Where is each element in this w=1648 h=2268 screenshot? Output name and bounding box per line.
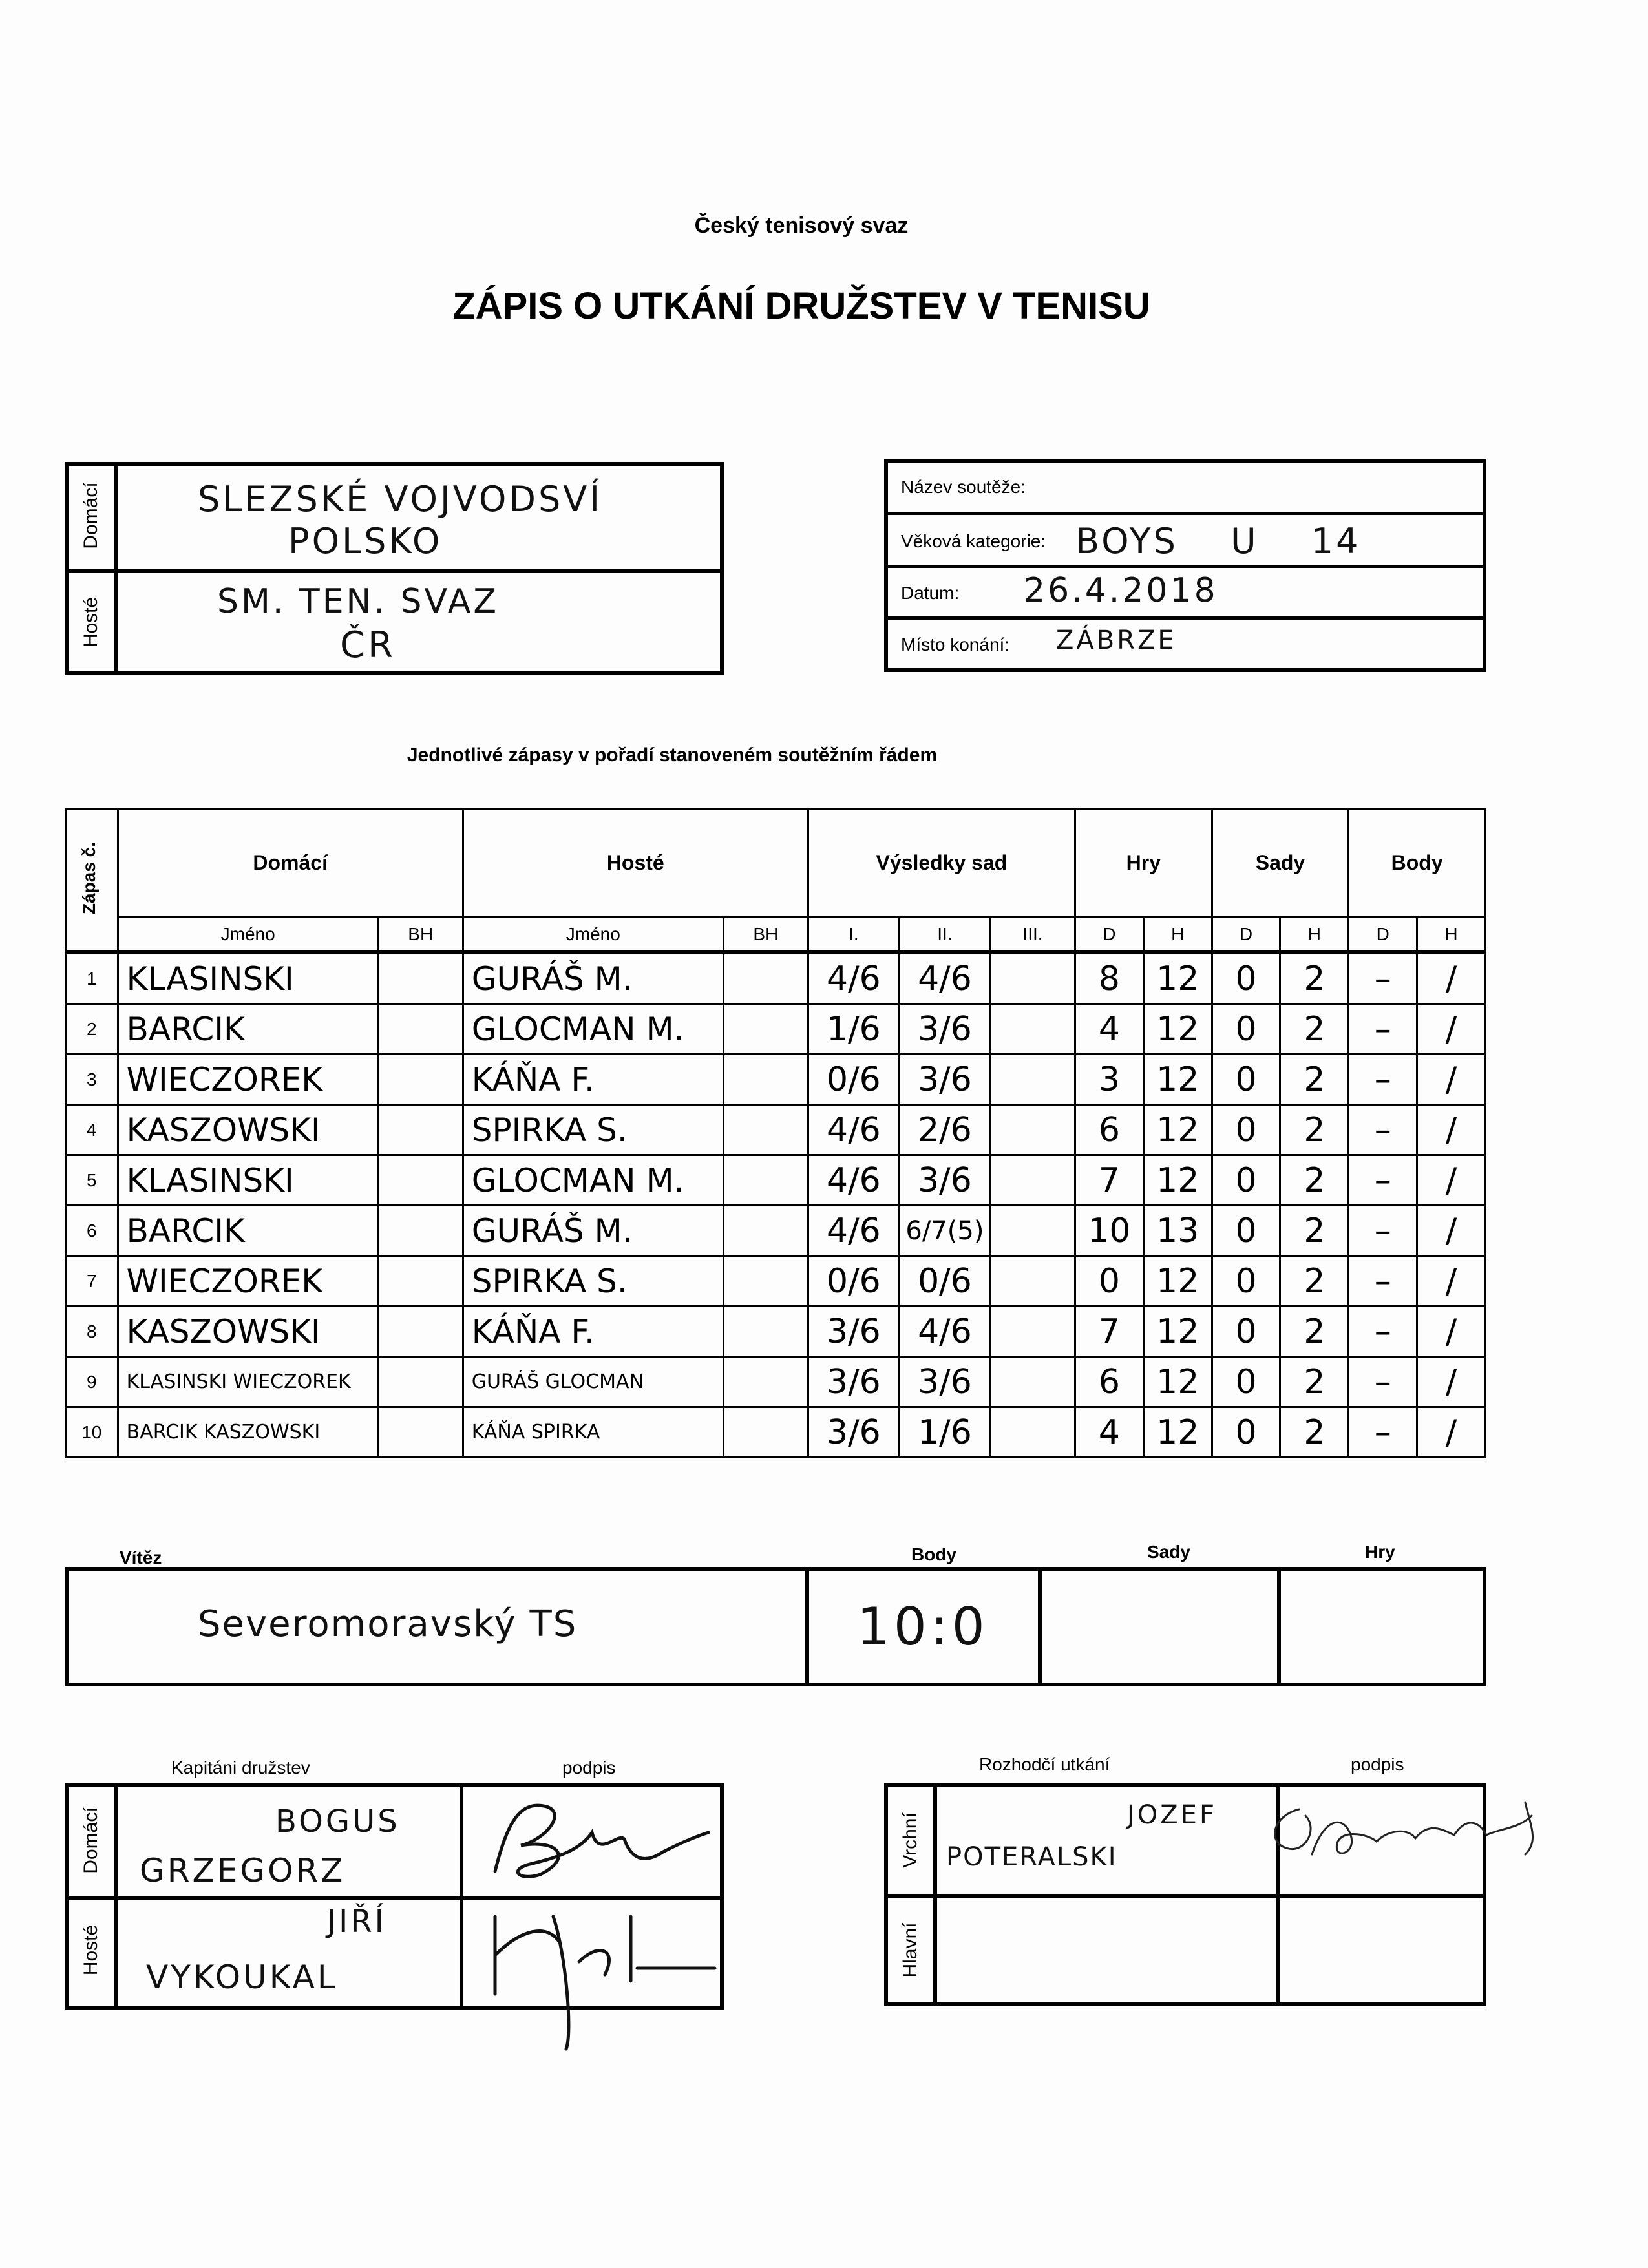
winner-points: 10:0: [857, 1597, 989, 1657]
games-home: 8: [1075, 952, 1144, 1004]
home-bh: [378, 1307, 463, 1357]
winner-games-label: Hry: [1365, 1542, 1395, 1562]
age-category-label: Věková kategorie:: [901, 531, 1046, 551]
match-row: [66, 1105, 1486, 1155]
col-sets-h: H: [1280, 918, 1349, 953]
col-games-d: D: [1075, 918, 1144, 953]
guest-team-line1: SM. TEN. SVAZ: [217, 582, 499, 621]
set2-score: 4/6: [899, 1307, 990, 1357]
sets-guest: 2: [1280, 1055, 1349, 1105]
referee-chair-signature: [1260, 1790, 1551, 1893]
games-home: 7: [1075, 1155, 1144, 1206]
match-no: 4: [66, 1105, 118, 1155]
col-sets: Sady: [1212, 809, 1349, 918]
captains-title: Kapitáni družstev: [171, 1758, 310, 1778]
col-games: Hry: [1075, 809, 1212, 918]
referees-title: Rozhodčí utkání: [979, 1754, 1110, 1774]
points-home: –: [1349, 1256, 1417, 1307]
games-guest: 12: [1143, 1307, 1212, 1357]
guest-player: GURÁŠ M.: [463, 1206, 723, 1256]
set2-score: 3/6: [899, 1357, 990, 1407]
set2-score: 2/6: [899, 1105, 990, 1155]
sets-guest: 2: [1280, 1155, 1349, 1206]
page-title: ZÁPIS O UTKÁNÍ DRUŽSTEV V TENISU: [452, 285, 1150, 327]
set2-score: 1/6: [899, 1407, 990, 1458]
org-name: Český tenisový svaz: [694, 213, 909, 238]
home-player: KLASINSKI WIECZOREK: [118, 1357, 378, 1407]
match-row: [66, 1256, 1486, 1307]
referee-chair-label: Vrchní: [900, 1812, 921, 1868]
games-guest: 12: [1143, 1004, 1212, 1055]
match-row: [66, 1055, 1486, 1105]
home-player: BARCIK: [118, 1004, 378, 1055]
match-row: [66, 952, 1486, 1004]
games-home: 4: [1075, 1004, 1144, 1055]
set1-score: 4/6: [808, 1155, 899, 1206]
date-value: 26.4.2018: [1024, 571, 1218, 610]
points-home: –: [1349, 952, 1417, 1004]
col-games-h: H: [1143, 918, 1212, 953]
games-home: 10: [1075, 1206, 1144, 1256]
guest-player: KÁŇA F.: [463, 1055, 723, 1105]
date-label: Datum:: [901, 583, 960, 603]
home-bh: [378, 1155, 463, 1206]
col-set1: I.: [808, 918, 899, 953]
guest-player: SPIRKA S.: [463, 1105, 723, 1155]
col-guest-name: Jméno: [463, 918, 723, 953]
games-home: 6: [1075, 1105, 1144, 1155]
games-guest: 12: [1143, 1357, 1212, 1407]
set1-score: 3/6: [808, 1407, 899, 1458]
set1-score: 0/6: [808, 1055, 899, 1105]
captains-box: [65, 1783, 724, 2010]
place-label: Místo konání:: [901, 635, 1010, 655]
set2-score: 6/7(5): [899, 1206, 990, 1256]
points-guest: /: [1417, 952, 1486, 1004]
winner-label: Vítěz: [120, 1548, 162, 1568]
competition-label: Název soutěže:: [901, 477, 1026, 497]
sets-guest: 2: [1280, 952, 1349, 1004]
winner-points-label: Body: [911, 1544, 956, 1564]
points-home: –: [1349, 1357, 1417, 1407]
sets-home: 0: [1212, 952, 1280, 1004]
points-home: –: [1349, 1105, 1417, 1155]
referee-chair-last: POTERALSKI: [946, 1842, 1117, 1872]
home-bh: [378, 1256, 463, 1307]
referees-sign-label: podpis: [1351, 1754, 1404, 1774]
match-no: 9: [66, 1357, 118, 1407]
games-home: 0: [1075, 1256, 1144, 1307]
home-player: KASZOWSKI: [118, 1307, 378, 1357]
col-match-no: Zápas č.: [66, 809, 118, 953]
match-row: [66, 1004, 1486, 1055]
guest-bh: [723, 1105, 808, 1155]
set3-score: [990, 1357, 1075, 1407]
sets-home: 0: [1212, 1407, 1280, 1458]
guest-player: GLOCMAN M.: [463, 1155, 723, 1206]
home-player: WIECZOREK: [118, 1055, 378, 1105]
teams-home-label: Domácí: [80, 482, 101, 549]
points-guest: /: [1417, 1105, 1486, 1155]
home-bh: [378, 1004, 463, 1055]
guest-bh: [723, 1155, 808, 1206]
age-category-value: BOYS U 14: [1075, 521, 1361, 562]
match-no: 10: [66, 1407, 118, 1458]
guest-bh: [723, 952, 808, 1004]
set2-score: 3/6: [899, 1004, 990, 1055]
sets-guest: 2: [1280, 1307, 1349, 1357]
sets-guest: 2: [1280, 1357, 1349, 1407]
set2-score: 4/6: [899, 952, 990, 1004]
sets-home: 0: [1212, 1105, 1280, 1155]
sets-home: 0: [1212, 1155, 1280, 1206]
guest-player: KÁŇA F.: [463, 1307, 723, 1357]
guest-player: GLOCMAN M.: [463, 1004, 723, 1055]
match-no: 7: [66, 1256, 118, 1307]
winner-box: [65, 1567, 1486, 1686]
set3-score: [990, 1055, 1075, 1105]
guest-bh: [723, 1307, 808, 1357]
games-home: 6: [1075, 1357, 1144, 1407]
set1-score: 1/6: [808, 1004, 899, 1055]
guest-bh: [723, 1357, 808, 1407]
guest-bh: [723, 1055, 808, 1105]
set1-score: 0/6: [808, 1256, 899, 1307]
match-no: 3: [66, 1055, 118, 1105]
set1-score: 4/6: [808, 952, 899, 1004]
home-bh: [378, 1357, 463, 1407]
games-home: 7: [1075, 1307, 1144, 1357]
sets-home: 0: [1212, 1357, 1280, 1407]
points-guest: /: [1417, 1055, 1486, 1105]
captains-guest-label: Hosté: [80, 1924, 101, 1976]
points-home: –: [1349, 1407, 1417, 1458]
points-guest: /: [1417, 1004, 1486, 1055]
points-home: –: [1349, 1206, 1417, 1256]
points-guest: /: [1417, 1256, 1486, 1307]
home-bh: [378, 952, 463, 1004]
match-row: [66, 1307, 1486, 1357]
sets-guest: 2: [1280, 1256, 1349, 1307]
col-home-bh: BH: [378, 918, 463, 953]
home-team-line1: SLEZSKÉ VOJVODSVÍ: [198, 479, 603, 520]
match-no: 5: [66, 1155, 118, 1206]
winner-sets-label: Sady: [1147, 1542, 1190, 1562]
home-captain-last: GRZEGORZ: [140, 1852, 346, 1889]
set1-score: 4/6: [808, 1105, 899, 1155]
place-value: ZÁBRZE: [1056, 625, 1177, 655]
guest-bh: [723, 1206, 808, 1256]
guest-bh: [723, 1004, 808, 1055]
sets-home: 0: [1212, 1206, 1280, 1256]
home-captain-signature: [469, 1794, 715, 1891]
sets-guest: 2: [1280, 1004, 1349, 1055]
guest-player: SPIRKA S.: [463, 1256, 723, 1307]
teams-box: [65, 462, 724, 675]
guest-player: GURÁŠ GLOCMAN: [463, 1357, 723, 1407]
points-home: –: [1349, 1004, 1417, 1055]
captains-sign-label: podpis: [562, 1758, 616, 1778]
home-bh: [378, 1055, 463, 1105]
guest-team-line2: ČR: [340, 624, 396, 666]
games-guest: 12: [1143, 1105, 1212, 1155]
sets-guest: 2: [1280, 1206, 1349, 1256]
col-home: Domácí: [118, 809, 463, 918]
points-home: –: [1349, 1155, 1417, 1206]
col-sets-d: D: [1212, 918, 1280, 953]
home-bh: [378, 1407, 463, 1458]
guest-bh: [723, 1256, 808, 1307]
points-guest: /: [1417, 1307, 1486, 1357]
sets-guest: 2: [1280, 1105, 1349, 1155]
points-guest: /: [1417, 1407, 1486, 1458]
sets-home: 0: [1212, 1004, 1280, 1055]
home-player: BARCIK: [118, 1206, 378, 1256]
match-row: [66, 1407, 1486, 1458]
guest-captain-last: VYKOUKAL: [146, 1958, 338, 1996]
games-guest: 12: [1143, 952, 1212, 1004]
games-guest: 12: [1143, 1055, 1212, 1105]
points-home: –: [1349, 1055, 1417, 1105]
match-no: 1: [66, 952, 118, 1004]
home-player: WIECZOREK: [118, 1256, 378, 1307]
games-guest: 12: [1143, 1407, 1212, 1458]
home-bh: [378, 1206, 463, 1256]
sets-home: 0: [1212, 1307, 1280, 1357]
set1-score: 3/6: [808, 1357, 899, 1407]
match-row: [66, 1206, 1486, 1256]
set2-score: 0/6: [899, 1256, 990, 1307]
col-points-h: H: [1417, 918, 1486, 953]
sets-home: 0: [1212, 1055, 1280, 1105]
set3-score: [990, 1155, 1075, 1206]
referee-chair-first: JOZEF: [1127, 1800, 1217, 1830]
set3-score: [990, 1407, 1075, 1458]
set1-score: 4/6: [808, 1206, 899, 1256]
points-home: –: [1349, 1307, 1417, 1357]
points-guest: /: [1417, 1357, 1486, 1407]
guest-player: KÁŇA SPIRKA: [463, 1407, 723, 1458]
col-set3: III.: [990, 918, 1075, 953]
home-team-line2: POLSKO: [288, 521, 443, 562]
guest-captain-first: JIŘÍ: [327, 1904, 386, 1940]
captains-home-label: Domácí: [80, 1807, 101, 1874]
set3-score: [990, 1105, 1075, 1155]
points-guest: /: [1417, 1155, 1486, 1206]
set3-score: [990, 1206, 1075, 1256]
col-results: Výsledky sad: [808, 809, 1075, 918]
games-guest: 12: [1143, 1256, 1212, 1307]
guest-captain-signature: [469, 1904, 721, 2052]
guest-player: GURÁŠ M.: [463, 952, 723, 1004]
guest-bh: [723, 1407, 808, 1458]
games-home: 3: [1075, 1055, 1144, 1105]
match-no: 2: [66, 1004, 118, 1055]
col-points-d: D: [1349, 918, 1417, 953]
col-points: Body: [1349, 809, 1486, 918]
match-no: 8: [66, 1307, 118, 1357]
referee-main-label: Hlavní: [900, 1922, 921, 1978]
home-player: KLASINSKI: [118, 1155, 378, 1206]
set3-score: [990, 1256, 1075, 1307]
set3-score: [990, 952, 1075, 1004]
sets-home: 0: [1212, 1256, 1280, 1307]
matches-table: [65, 808, 1486, 1458]
set2-score: 3/6: [899, 1055, 990, 1105]
games-guest: 13: [1143, 1206, 1212, 1256]
match-row: [66, 1155, 1486, 1206]
col-guest: Hosté: [463, 809, 808, 918]
home-player: KASZOWSKI: [118, 1105, 378, 1155]
matches-title: Jednotlivé zápasy v pořadí stanoveném soutěžním řádem: [407, 744, 938, 766]
points-guest: /: [1417, 1206, 1486, 1256]
set2-score: 3/6: [899, 1155, 990, 1206]
match-row: [66, 1357, 1486, 1407]
games-home: 4: [1075, 1407, 1144, 1458]
set3-score: [990, 1004, 1075, 1055]
home-bh: [378, 1105, 463, 1155]
winner-name: Severomoravský TS: [198, 1603, 578, 1645]
teams-guest-label: Hosté: [80, 596, 101, 648]
home-player: BARCIK KASZOWSKI: [118, 1407, 378, 1458]
set3-score: [990, 1307, 1075, 1357]
info-box: [884, 459, 1486, 672]
col-home-name: Jméno: [118, 918, 378, 953]
col-set2: II.: [899, 918, 990, 953]
col-guest-bh: BH: [723, 918, 808, 953]
games-guest: 12: [1143, 1155, 1212, 1206]
sets-guest: 2: [1280, 1407, 1349, 1458]
match-no: 6: [66, 1206, 118, 1256]
set1-score: 3/6: [808, 1307, 899, 1357]
home-captain-first: BOGUS: [275, 1803, 400, 1840]
home-player: KLASINSKI: [118, 952, 378, 1004]
